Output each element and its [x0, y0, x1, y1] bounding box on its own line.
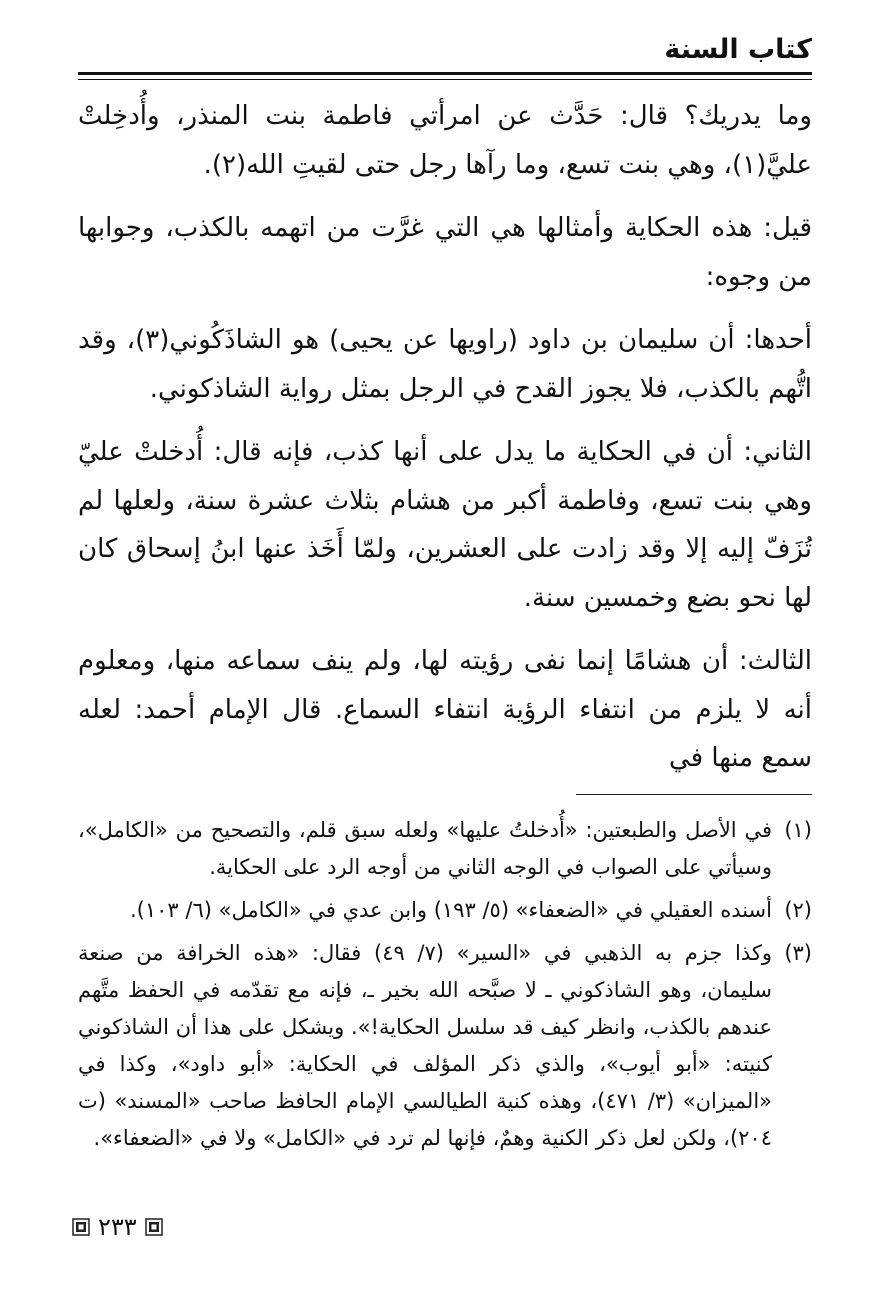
footnote-3 [78, 935, 812, 1157]
footnote-text: أسنده العقيلي في «الضعفاء» (٥/ ١٩٣) وابن عدي في «الكامل» (٦/ ١٠٣). [129, 898, 772, 922]
paragraph-5: الثالث: أن هشامًا إنما نفى رؤيته لها، ولم ينف سماعه منها، ومعلوم أنه لا يلزم من انتفاء الرؤية انتفاء السماع. قال الإمام أحمد: لعله سمع منها في [78, 646, 812, 773]
page-number-block [72, 1212, 163, 1242]
footnotes [78, 812, 812, 1163]
footnote-number: (٢) [784, 898, 812, 922]
footnote-1 [78, 812, 812, 886]
header-rule-thick [78, 72, 812, 75]
square-ornament-icon [72, 1218, 90, 1236]
paragraph-1: وما يدريك؟ قال: حَدَّث عن امرأتي فاطمة بنت المنذر، وأُدخِلتْ عليَّ(١)، وهي بنت تسع، وما رآها رجل حتى لقيتِ الله(٢). [78, 101, 812, 180]
header-rule-thin [78, 79, 812, 80]
footnote-text: في الأصل والطبعتين: «أُدخلتُ عليها» ولعله سبق قلم، والتصحيح من «الكامل»، وسيأتي على الصواب في الوجه الثاني من أوجه الرد على الحكاية. [78, 818, 772, 879]
footnote-text: وكذا جزم به الذهبي في «السير» (٧/ ٤٩) فقال: «هذه الخرافة من صنعة سليمان، وهو الشاذكوني ـ لا صبَّحه الله بخير ـ، فإنه مع تقدّمه في الحفظ متَّهم عندهم بالكذب، وانظر كيف قد سلسل الحكاية!». ويشكل على هذا أن الشاذكوني كنيته: «أبو أيوب»، والذي ذكر المؤلف في الحكاية: «أبو داود»، وكذا في «الميزان» (٣/ ٤٧١)، وهذه كنية الطيالسي الإمام الحافظ صاحب «المسند» (ت ٢٠٤)، ولكن لعل ذكر الكنية وهمٌ، فإنها لم ترد في «الكامل» ولا في «الضعفاء». [78, 941, 772, 1150]
page-number: ٢٣٣ [98, 1213, 137, 1241]
paragraph-4: الثاني: أن في الحكاية ما يدل على أنها كذب، فإنه قال: أُدخلتْ عليّ وهي بنت تسع، وفاطمة أكبر من هشام بثلاث عشرة سنة، ولعلها لم تُزَفّ إليه إلا وقد زادت على العشرين، ولمّا أَخَذ عنها ابنُ إسحاق كان لها نحو بضع وخمسين سنة. [78, 437, 812, 613]
footnote-separator [576, 794, 812, 795]
main-text [78, 92, 812, 798]
running-header: كتاب السنة [664, 34, 812, 65]
square-ornament-icon [145, 1218, 163, 1236]
footnote-number: (٣) [784, 941, 812, 965]
footnote-2 [78, 892, 812, 929]
footnote-number: (١) [784, 818, 812, 842]
paragraph-2: قيل: هذه الحكاية وأمثالها هي التي غرَّت من اتهمه بالكذب، وجوابها من وجوه: [78, 213, 812, 292]
paragraph-3: أحدها: أن سليمان بن داود (راويها عن يحيى) هو الشاذَكُوني(٣)، وقد اتُّهم بالكذب، فلا يجوز القدح في الرجل بمثل رواية الشاذكوني. [78, 325, 812, 404]
